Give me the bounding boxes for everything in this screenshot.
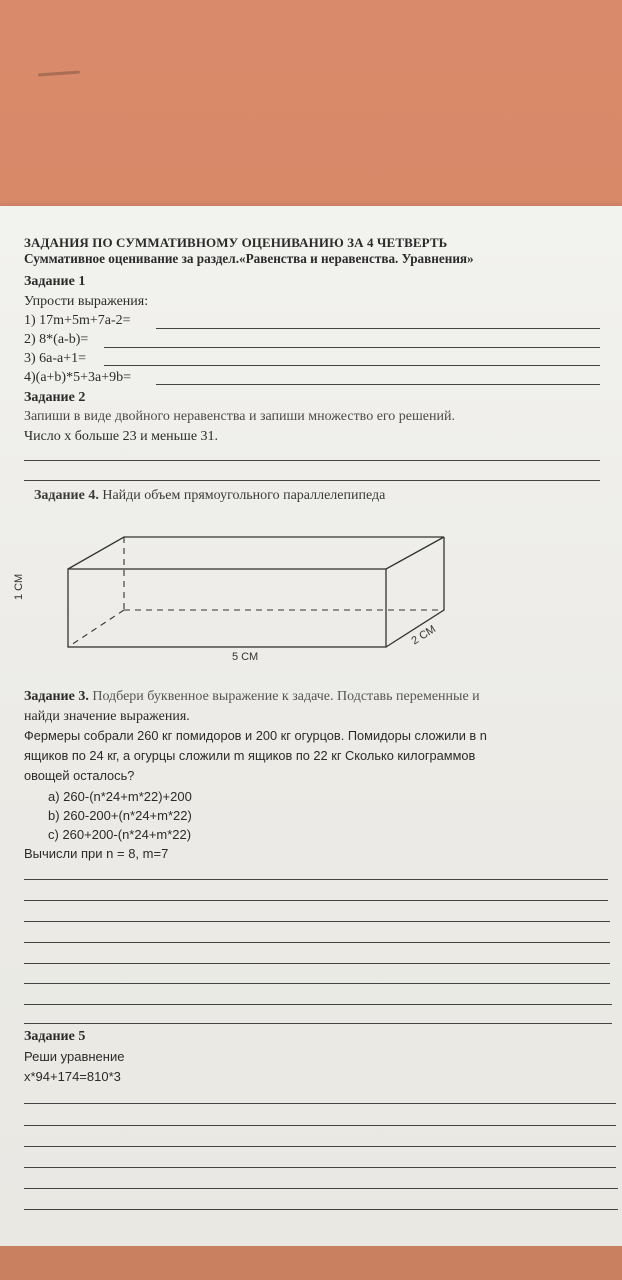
task1-heading: Задание 1 xyxy=(24,274,86,289)
answer-line xyxy=(24,900,608,901)
task3-problem-line-2: ящиков по 24 кг, а огурцы сложили m ящиков по 22 кг Сколько килограммов xyxy=(24,748,476,763)
task3-option-a: a) 260-(n*24+m*22)+200 xyxy=(48,789,192,804)
task2-prompt: Запиши в виде двойного неравенства и запиши множество его решений. xyxy=(24,409,455,424)
task5-heading: Задание 5 xyxy=(24,1029,86,1044)
answer-line xyxy=(24,480,600,481)
task4-heading: Задание 4. xyxy=(34,488,99,503)
height-label: 1 СМ xyxy=(13,573,25,600)
answer-line xyxy=(24,1146,616,1147)
task3-problem-line-1: Фермеры собрали 260 кг помидоров и 200 кг огурцов. Помидоры сложили в n xyxy=(24,728,487,743)
length-label: 5 СМ xyxy=(232,651,259,663)
answer-line xyxy=(24,1209,618,1210)
task3-heading: Задание 3. xyxy=(24,689,89,704)
task3-option-b: b) 260-200+(n*24+m*22) xyxy=(48,808,192,823)
task4-prompt: Найди объем прямоугольного параллелепипеда xyxy=(102,488,386,503)
answer-line xyxy=(24,983,610,984)
answer-line xyxy=(24,963,610,964)
answer-line xyxy=(24,942,610,943)
parallelepiped-figure xyxy=(30,524,470,664)
table-surface-bottom xyxy=(0,1246,622,1280)
task1-item-2: 2) 8*(a-b)= xyxy=(24,332,89,347)
worksheet-page xyxy=(0,206,622,1246)
task3-option-c: c) 260+200-(n*24+m*22) xyxy=(48,827,192,842)
worksheet-subtitle: Суммативное оценивание за раздел.«Равенства и неравенства. Уравнения» xyxy=(24,251,474,266)
worksheet-title: ЗАДАНИЯ ПО СУММАТИВНОМУ ОЦЕНИВАНИЮ ЗА 4 ЧЕТВЕРТЬ xyxy=(24,235,448,250)
task1-item-3: 3) 6a-a+1= xyxy=(24,351,87,366)
answer-line xyxy=(24,879,608,880)
task3-prompt-line1: Подбери буквенное выражение к задаче. Подставь переменные и xyxy=(92,689,480,704)
answer-line xyxy=(24,1103,616,1104)
task4-heading-row xyxy=(34,489,385,503)
task2-condition: Число х больше 23 и меньше 31. xyxy=(24,429,219,444)
front-face xyxy=(68,569,386,647)
answer-line xyxy=(24,1188,618,1189)
task1-prompt: Упрости выражения: xyxy=(24,294,149,309)
answer-line xyxy=(24,1004,612,1005)
task3-compute: Вычисли при n = 8, m=7 xyxy=(24,846,169,861)
depth-label: 2 СМ xyxy=(409,623,439,648)
task3-heading-row xyxy=(24,690,480,704)
task1-item-1: 1) 17m+5m+7a-2= xyxy=(24,313,131,328)
task5-equation: x*94+174=810*3 xyxy=(24,1069,121,1084)
answer-line xyxy=(24,1023,612,1024)
answer-line xyxy=(24,460,600,461)
answer-line xyxy=(24,921,610,922)
answer-line xyxy=(156,384,600,385)
task1-item-4: 4)(a+b)*5+3a+9b= xyxy=(24,370,131,385)
answer-line xyxy=(24,1125,616,1126)
answer-line xyxy=(104,347,600,348)
answer-line xyxy=(156,328,600,329)
task3-problem-line-3: овощей осталось? xyxy=(24,768,135,783)
task2-heading: Задание 2 xyxy=(24,390,86,405)
task3-prompt-line2: найди значение выражения. xyxy=(24,709,190,724)
task5-prompt: Реши уравнение xyxy=(24,1049,125,1064)
answer-line xyxy=(104,365,600,366)
hidden-edge xyxy=(68,610,124,647)
answer-line xyxy=(24,1167,616,1168)
table-surface-mark xyxy=(38,71,80,77)
